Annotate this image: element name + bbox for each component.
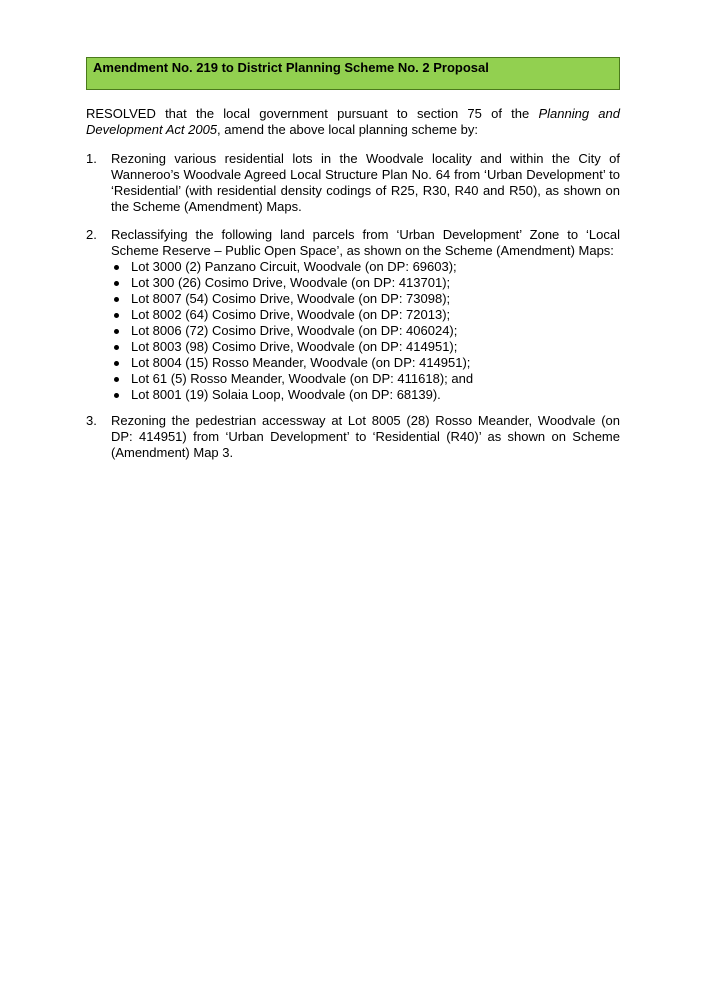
title-banner — [86, 57, 620, 90]
parcel-text: Lot 3000 (2) Panzano Circuit, Woodvale (on DP: 69603); — [131, 259, 457, 274]
act-name: Planning and Development Act 2005 — [86, 106, 620, 137]
list-item — [111, 371, 620, 387]
bullet-icon — [114, 297, 119, 302]
bullet-icon — [114, 345, 119, 350]
parcel-text: Lot 300 (26) Cosimo Drive, Woodvale (on DP: 413701); — [131, 275, 451, 290]
intro-prefix: RESOLVED that the local government pursuant to section 75 of the — [86, 106, 539, 121]
parcel-text: Lot 8003 (98) Cosimo Drive, Woodvale (on DP: 414951); — [131, 339, 458, 354]
item-text: Rezoning the pedestrian accessway at Lot 8005 (28) Rosso Meander, Woodvale (on DP: 414951) from ‘Urban Development’ to ‘Residential (R40)’ as shown on Scheme (Amendment) Map 3. — [111, 413, 620, 460]
parcel-text: Lot 8004 (15) Rosso Meander, Woodvale (on DP: 414951); — [131, 355, 471, 370]
list-item — [111, 387, 620, 403]
bullet-icon — [114, 281, 119, 286]
bullet-icon — [114, 313, 119, 318]
land-parcel-list — [111, 259, 620, 403]
list-item — [111, 355, 620, 371]
parcel-text: Lot 8006 (72) Cosimo Drive, Woodvale (on DP: 406024); — [131, 323, 458, 338]
list-item — [111, 275, 620, 291]
parcel-text: Lot 8001 (19) Solaia Loop, Woodvale (on DP: 68139). — [131, 387, 441, 402]
item-number: 3. — [86, 413, 97, 428]
bullet-icon — [114, 329, 119, 334]
list-item — [111, 339, 620, 355]
item-content — [111, 227, 620, 403]
parcel-text: Lot 61 (5) Rosso Meander, Woodvale (on DP: 411618); and — [131, 371, 474, 386]
bullet-icon — [114, 265, 119, 270]
list-item — [111, 307, 620, 323]
item-text: Rezoning various residential lots in the Woodvale locality and within the City of Wanneroo’s Woodvale Agreed Local Structure Plan No. 64 from ‘Urban Development’ to ‘Residential’ (with residential density codings of R25, R30, R40 and R50), as shown on the Scheme (Amendment) Maps. — [111, 151, 620, 214]
document-title: Amendment No. 219 to District Planning Scheme No. 2 Proposal — [93, 60, 489, 75]
parcel-text: Lot 8002 (64) Cosimo Drive, Woodvale (on DP: 72013); — [131, 307, 451, 322]
item-number: 1. — [86, 151, 97, 166]
resolution-intro — [86, 106, 620, 138]
parcel-text: Lot 8007 (54) Cosimo Drive, Woodvale (on DP: 73098); — [131, 291, 451, 306]
list-item — [111, 323, 620, 339]
list-item — [111, 291, 620, 307]
bullet-icon — [114, 393, 119, 398]
list-item — [111, 259, 620, 275]
intro-suffix: , amend the above local planning scheme by: — [217, 122, 478, 137]
item-text: Reclassifying the following land parcels from ‘Urban Development’ Zone to ‘Local Scheme Reserve – Public Open Space’, as shown on the Scheme (Amendment) Maps: — [111, 227, 620, 258]
item-number: 2. — [86, 227, 97, 242]
bullet-icon — [114, 377, 119, 382]
bullet-icon — [114, 361, 119, 366]
